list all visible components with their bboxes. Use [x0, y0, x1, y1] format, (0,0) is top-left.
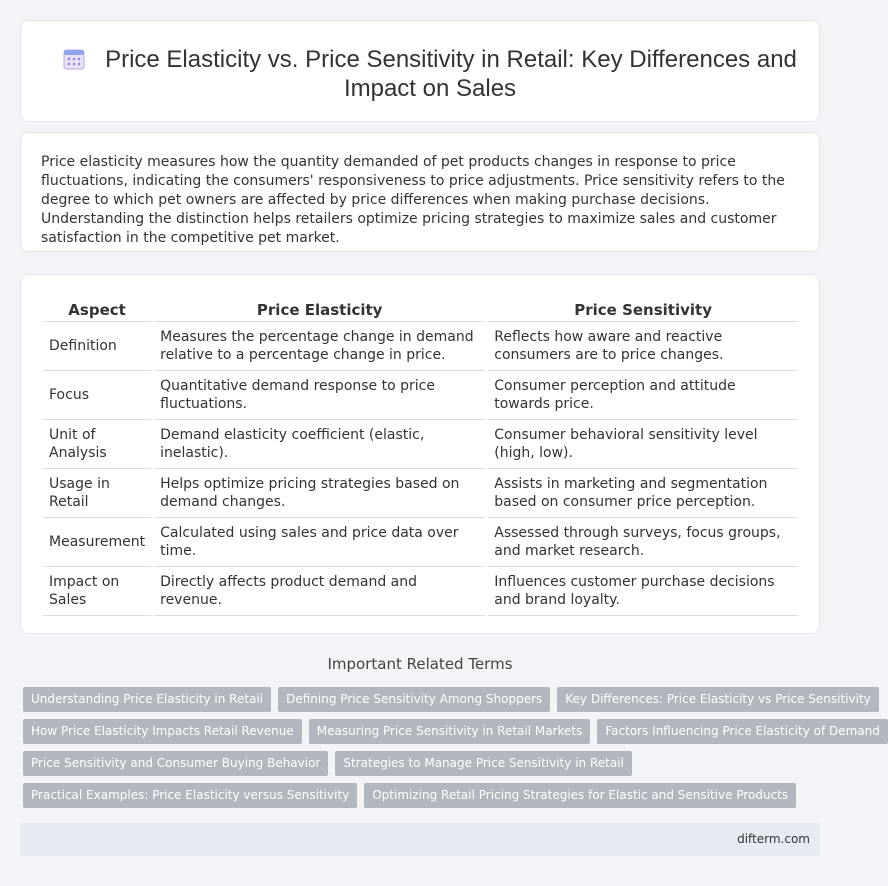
- table-header-row: [43, 293, 798, 321]
- related-term-link[interactable]: Measuring Price Sensitivity in Retail Markets: [309, 719, 591, 744]
- table-row: [43, 566, 798, 615]
- header-aspect: Aspect: [68, 300, 126, 319]
- comparison-table-card: [20, 274, 820, 634]
- row-aspect-cell: Measurement: [43, 517, 153, 566]
- related-term-link[interactable]: Key Differences: Price Elasticity vs Price Sensitivity: [557, 687, 878, 712]
- table-row: [43, 370, 798, 419]
- related-term-link[interactable]: Practical Examples: Price Elasticity versus Sensitivity: [23, 783, 357, 808]
- header-card: [20, 20, 820, 122]
- header-price-sensitivity: Price Sensitivity: [487, 293, 798, 321]
- row-sensitivity-cell: Assessed through surveys, focus groups, and market research.: [487, 517, 798, 566]
- row-aspect-cell: Impact on Sales: [43, 566, 153, 615]
- page-title: [61, 45, 799, 103]
- related-term-link[interactable]: Understanding Price Elasticity in Retail: [23, 687, 271, 712]
- related-terms-tags: [23, 687, 880, 815]
- related-term-link[interactable]: Factors Influencing Price Elasticity of Demand: [597, 719, 888, 744]
- related-terms-title: Important Related Terms: [327, 655, 513, 673]
- table-row: [43, 321, 798, 370]
- row-aspect-cell: Unit of Analysis: [43, 419, 153, 468]
- row-elasticity-cell: Measures the percentage change in demand relative to a percentage change in price.: [153, 321, 487, 370]
- row-elasticity-cell: Directly affects product demand and revenue.: [153, 566, 487, 615]
- row-sensitivity-cell: Influences customer purchase decisions and brand loyalty.: [487, 566, 798, 615]
- tag-row: [23, 687, 871, 713]
- tag-row: [23, 719, 880, 745]
- related-term-link[interactable]: Strategies to Manage Price Sensitivity in Retail: [335, 751, 631, 776]
- related-term-link[interactable]: Defining Price Sensitivity Among Shoppers: [278, 687, 550, 712]
- related-term-link[interactable]: Price Sensitivity and Consumer Buying Behavior: [23, 751, 328, 776]
- row-sensitivity-cell: Consumer behavioral sensitivity level (high, low).: [487, 419, 798, 468]
- calendar-grid-icon: [63, 48, 85, 70]
- row-aspect-cell: Focus: [43, 370, 153, 419]
- title-wrap: [61, 45, 799, 103]
- tag-row: [23, 783, 813, 809]
- row-sensitivity-cell: Assists in marketing and segmentation based on consumer price perception.: [487, 468, 798, 517]
- row-elasticity-cell: Calculated using sales and price data over time.: [153, 517, 487, 566]
- comparison-table: [43, 293, 798, 616]
- table-row: [43, 468, 798, 517]
- footer-site: difterm.com: [737, 832, 810, 846]
- row-aspect-cell: Definition: [43, 321, 153, 370]
- related-term-link[interactable]: How Price Elasticity Impacts Retail Revenue: [23, 719, 302, 744]
- row-elasticity-cell: Demand elasticity coefficient (elastic, inelastic).: [153, 419, 487, 468]
- intro-paragraph: Price elasticity measures how the quantity demanded of pet products changes in response to price fluctuations, indicating the consumers' responsiveness to price adjustments. Price sensitivity refers to the degree to which pet owners are affected by price differences when making purchase decisions. Understanding the distinction helps retailers optimize pricing strategies to maximize sales and customer satisfaction in the competitive pet market.: [41, 154, 785, 246]
- table-row: [43, 419, 798, 468]
- tag-row: [23, 751, 813, 777]
- row-sensitivity-cell: Consumer perception and attitude towards price.: [487, 370, 798, 419]
- row-elasticity-cell: Quantitative demand response to price fluctuations.: [153, 370, 487, 419]
- page-title-text: Price Elasticity vs. Price Sensitivity in Retail: Key Differences and Impact on Sales: [105, 46, 797, 102]
- header-price-elasticity: Price Elasticity: [153, 293, 487, 321]
- intro-card: [20, 132, 820, 252]
- related-term-link[interactable]: Optimizing Retail Pricing Strategies for Elastic and Sensitive Products: [364, 783, 796, 808]
- row-elasticity-cell: Helps optimize pricing strategies based on demand changes.: [153, 468, 487, 517]
- row-sensitivity-cell: Reflects how aware and reactive consumers are to price changes.: [487, 321, 798, 370]
- row-aspect-cell: Usage in Retail: [43, 468, 153, 517]
- table-row: [43, 517, 798, 566]
- footer: [20, 823, 820, 856]
